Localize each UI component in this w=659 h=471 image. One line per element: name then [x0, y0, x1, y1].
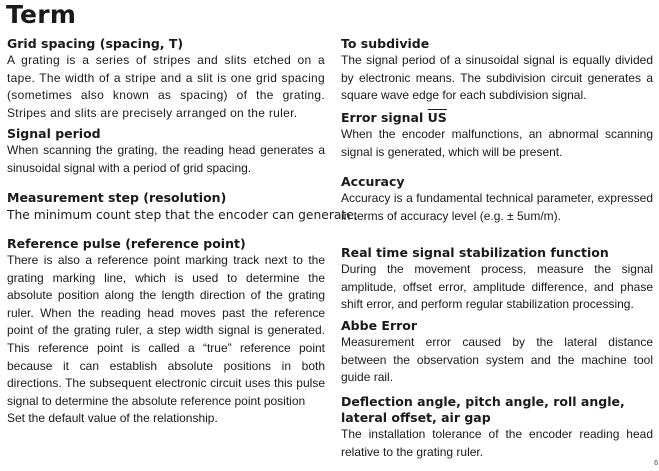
term-heading-text: Error signal [341, 110, 424, 125]
term-definition: Measurement error caused by the lateral distance between the observation system and the machine tool guide rail. [341, 335, 653, 385]
term-measurement-step [7, 190, 358, 236]
term-heading: Grid spacing (spacing, T) [7, 36, 184, 51]
term-definition: A grating is a series of stripes and slits etched on a tape. The width of a stripe and a slit is one grid spacing (sometimes also known as spacing) of the grating. Stripes and slits are precisely arranged on the ruler. [7, 53, 325, 120]
term-definition: The signal period of a sinusoidal signal is equally divided by electronic means. The subdivision circuit generates a square wave edge for each subdivision signal. [341, 53, 653, 103]
term-heading [341, 110, 653, 126]
term-definition-note: Set the default value of the relationship. [7, 411, 218, 426]
term-definition: The minimum count step that the encoder can generate. [7, 208, 358, 222]
term-heading: Abbe Error [341, 318, 418, 333]
term-definition-text: There is also a reference point marking track next to the grating marking line, which is used to determine the absolute position along the length direction of the grating ruler. When the reading head moves past the reference point of the grating ruler, a step width signal is generated. This reference point is called a “true” reference point because it can establish absolute positions in both directions. The subsequent electronic circuit uses this pulse signal to determine the absolute reference point position [7, 253, 325, 408]
term-definition: The installation tolerance of the encoder reading head relative to the grating ruler. [341, 427, 653, 459]
term-heading: Real time signal stabilization function [341, 245, 609, 260]
left-column [7, 36, 358, 428]
term-heading-symbol: $\overline{US}$ [427, 110, 447, 125]
term-reference-pulse [7, 236, 325, 428]
term-abbe-error [341, 318, 653, 394]
term-heading: To subdivide [341, 36, 430, 51]
term-definition: When the encoder malfunctions, an abnormal scanning signal is generated, which will be present. [341, 127, 653, 159]
term-definition: When scanning the grating, the reading head generates a sinusoidal signal with a period of grid spacing. [7, 143, 325, 175]
term-definition [7, 252, 325, 428]
term-real-time-stabilization [341, 245, 653, 318]
term-to-subdivide [341, 36, 653, 110]
term-heading: Measurement step (resolution) [7, 190, 227, 205]
term-error-signal [341, 110, 653, 174]
term-heading: Accuracy [341, 174, 405, 189]
term-heading: Signal period [7, 126, 101, 141]
term-definition: Accuracy is a fundamental technical parameter, expressed in terms of accuracy level (e.g. ± 5um/m). [341, 191, 653, 223]
term-heading: Reference pulse (reference point) [7, 236, 246, 251]
right-column [341, 36, 653, 461]
page-title: Term [6, 0, 77, 29]
term-heading: Deflection angle, pitch angle, roll angle, lateral offset, air gap [341, 394, 625, 425]
term-signal-period [7, 126, 325, 190]
term-accuracy [341, 174, 653, 245]
term-definition: During the movement process, measure the signal amplitude, offset error, amplitude difference, and phase shift error, and perform regular stabilization processing. [341, 262, 653, 312]
term-deflection-angle [341, 394, 653, 461]
page-number: 6 [654, 460, 658, 467]
term-grid-spacing [7, 36, 325, 126]
